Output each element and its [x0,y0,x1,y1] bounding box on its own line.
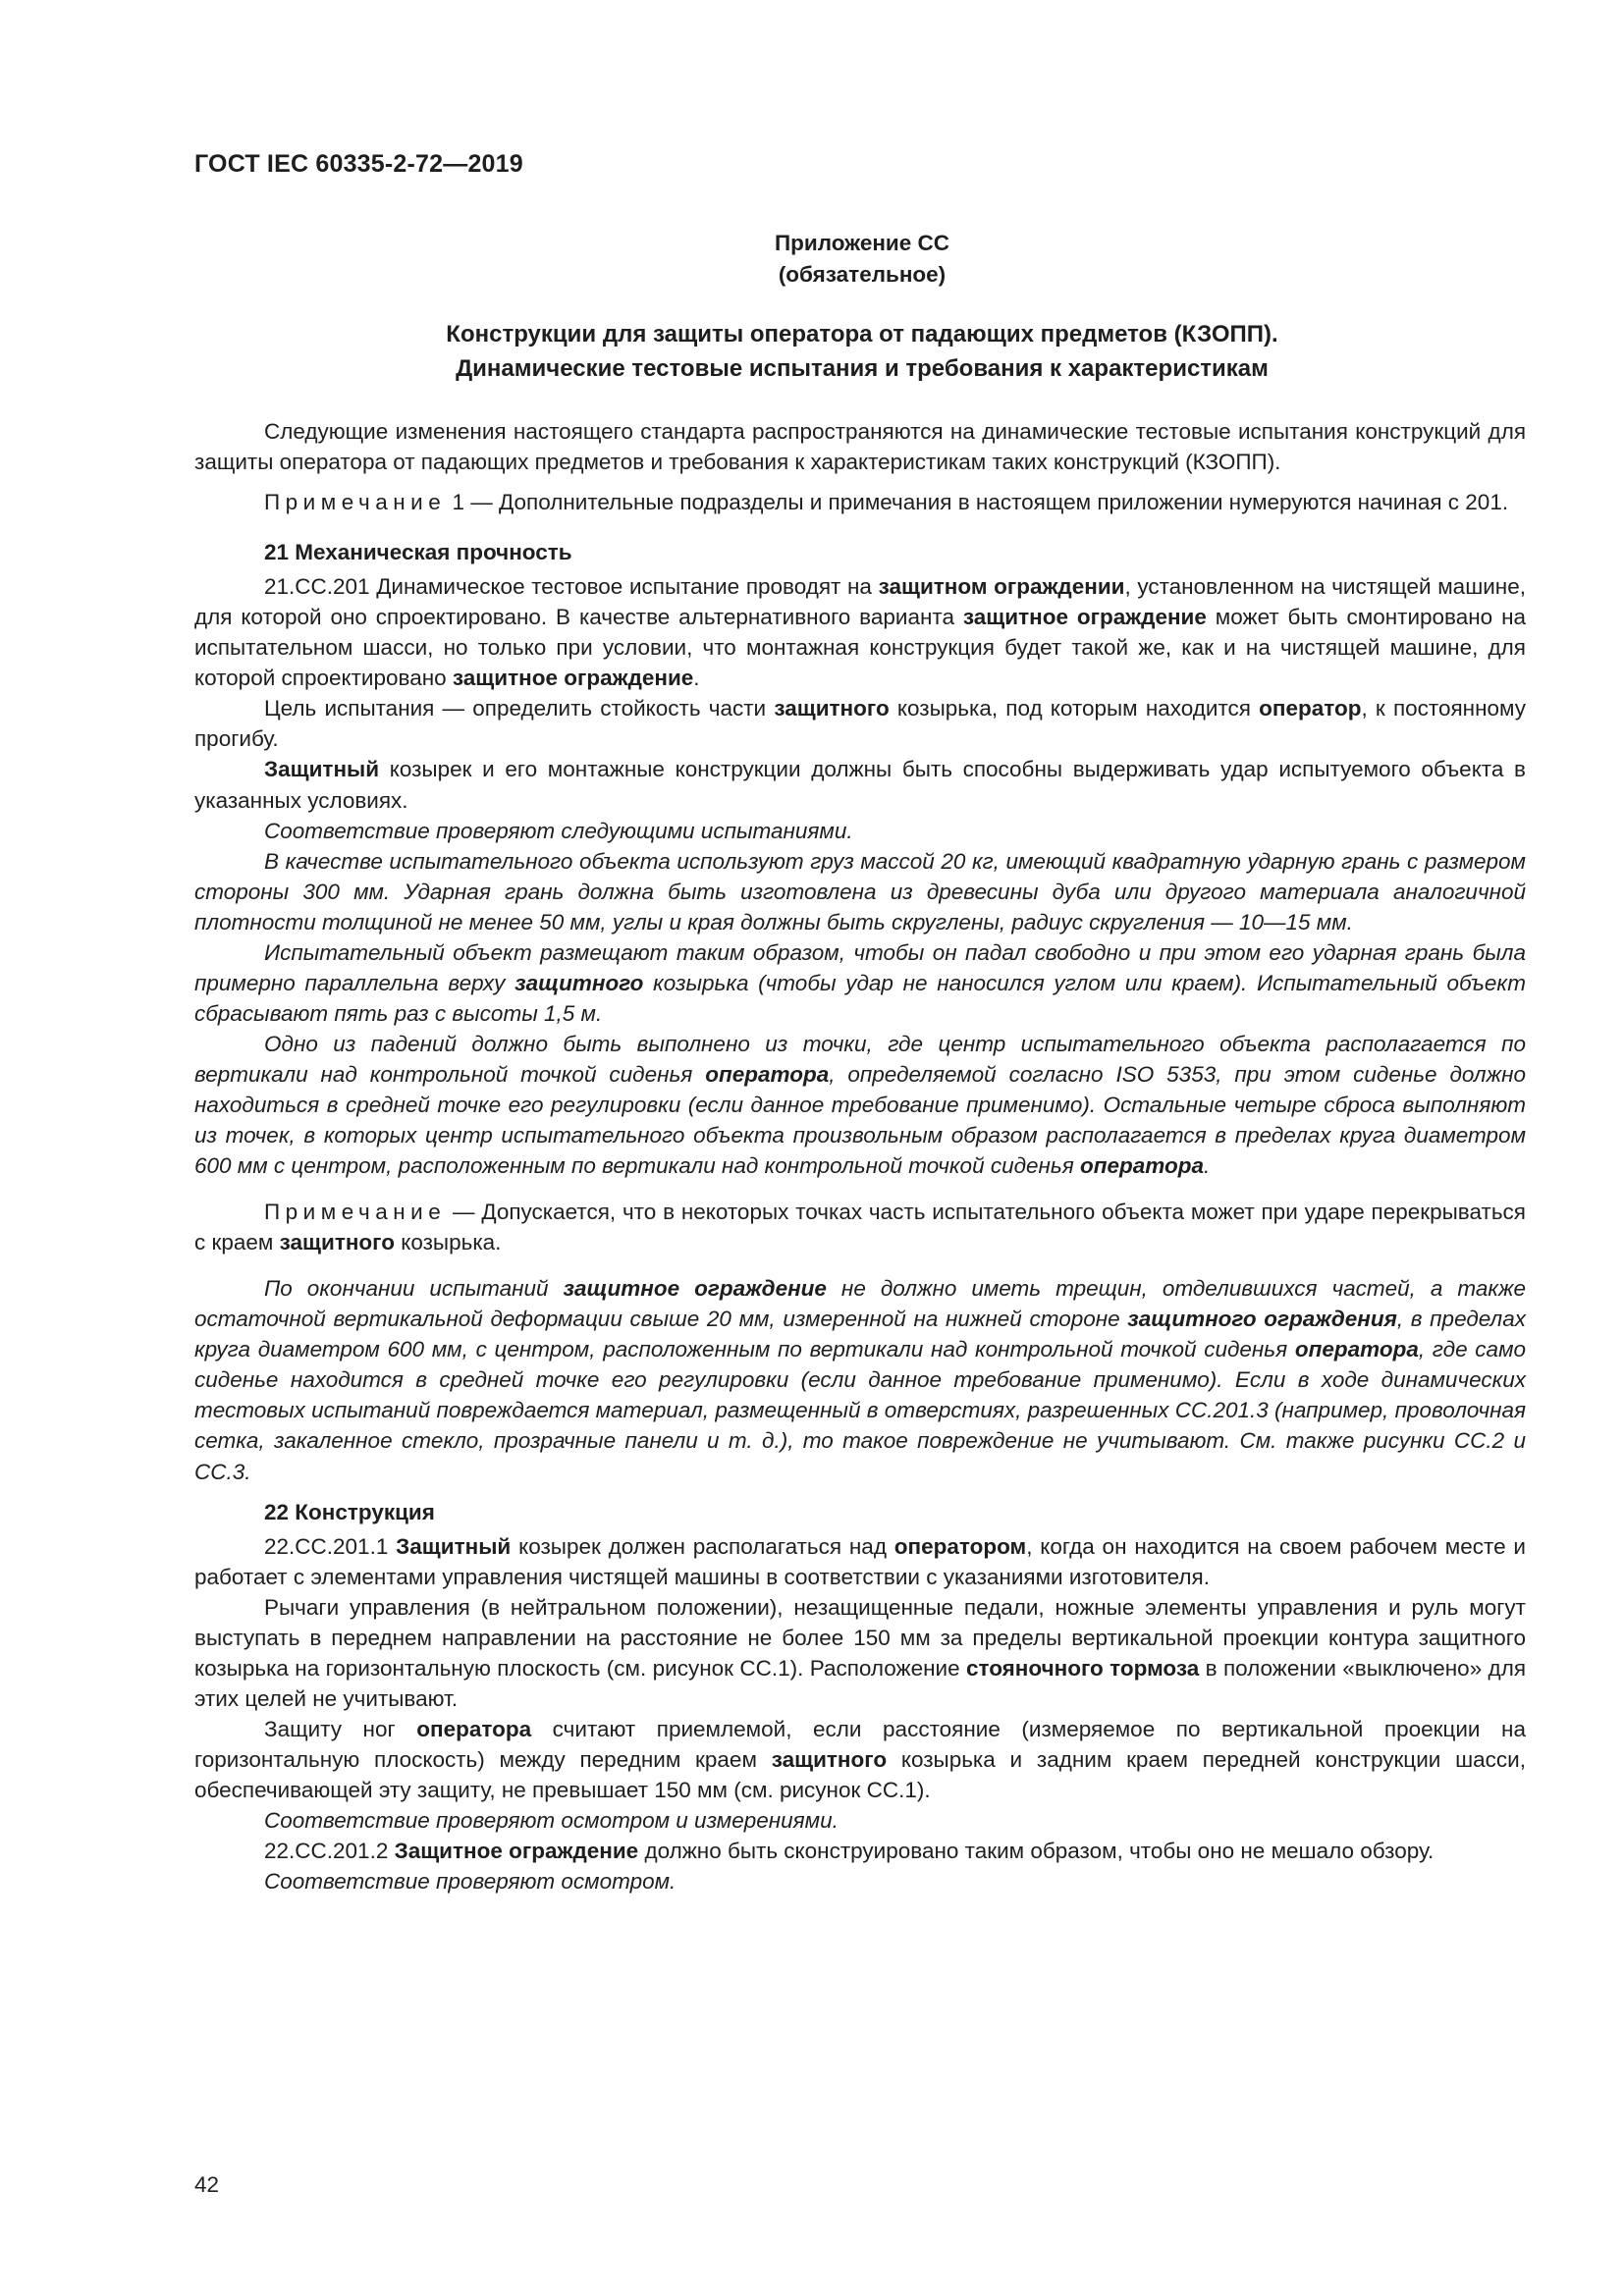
note-label: Примечание [264,490,447,515]
text-run: может быть смонтировано на испытательном шасси, но только при условии, что монтажная конструкция будет такой же, как и на чистящей машине, для которой спроектировано [194,605,1527,691]
annex-title [194,318,1530,387]
term-bold: оператором [893,1533,1027,1559]
s22-compliance-1: Соответствие проверяют осмотром и измерениями. [264,1808,839,1834]
annex-heading [194,228,1530,291]
term-bold: оператора [1080,1153,1205,1179]
text-run: козырька. [395,1230,502,1255]
text-run: козырька (чтобы удар не наносился углом или краем). Испытательный объект сбрасывают пять раз с высоты 1,5 м. [194,970,1526,1026]
document-body [194,416,1526,1896]
term-bold: защитное ограждение [563,1276,827,1302]
text-run: , установленном на чистящей машине, для которой оно спроектировано. В качестве альтернативного варианта [194,574,1527,630]
note-label: Примечание [264,1200,447,1225]
term-bold: защитное ограждение [962,605,1207,630]
text-run: По окончании испытаний [264,1276,564,1302]
text-run: , где само сиденье находится в средней точке его регулировки (если данное требование применимо). Если в ходе динамических тестовых испытаний повреждается материал, размещенный в отверстиях, разрешенных СС.201.3 (например, проволочная сетка, закаленное стекло, прозрачные панели и т. д.), то такое повреждение не учитывают. См. также рисунки СС.2 и СС.3. [194,1337,1527,1484]
term-bold: оператора [705,1061,830,1087]
text-run: , определяемой согласно ISO 5353, при этом сиденье должно находиться в средней точке его регулировки (если данное требование применимо). Остальные четыре сброса выполняют из точек, в которых центр испытательного объекта произвольным образом располагается в пределах круга диаметром 600 мм с центром, расположенным по вертикали над контрольной точкой сиденья [194,1061,1526,1179]
section-22-heading: 22 Конструкция [264,1499,435,1524]
text-run: , когда он находится на своем рабочем месте и работает с элементами управления чистящей машины в соответствии с указаниями изготовителя. [194,1533,1526,1589]
s21-test-placement [194,937,1526,1029]
text-run: считают приемлемой, если расстояние (измеряемое по вертикальной проекции на горизонтальную плоскость) между передним краем [194,1716,1526,1772]
text-run: Испытательный объект размещают таким образом, чтобы он падал свободно и при этом его ударная грань была примерно параллельна верху [194,939,1526,995]
s22-paragraph-2 [194,1592,1526,1714]
annex-label: Приложение СС [774,231,950,255]
section-21-heading: 21 Механическая прочность [264,540,572,565]
text-run: Рычаги управления (в нейтральном положении), незащищенные педали, ножные элементы управления и руль могут выступать в переднем направлении на расстояние не более 150 мм за пределы вертикальной проекции контура защитного козырька на горизонтальную плоскость (см. рисунок СС.1). Расположение [194,1594,1526,1681]
s21-paragraph-1 [194,571,1526,693]
title-line-2: Динамические тестовые испытания и требования к характеристикам [456,354,1269,382]
intro-note [194,487,1526,517]
s22-compliance-2: Соответствие проверяют осмотром. [264,1869,677,1895]
term-bold: защитного [514,970,644,995]
s22-paragraph-3 [194,1714,1526,1805]
term-bold: оператора [1294,1337,1419,1362]
term-bold: стояночного тормоза [966,1655,1200,1681]
intro-paragraph: Следующие изменения настоящего стандарта распространяются на динамические тестовые испытания конструкций для защиты оператора от падающих предметов и требования к характеристикам таких конструкций (КЗОПП). [194,419,1526,475]
s21-test-object: В качестве испытательного объекта используют груз массой 20 кг, имеющий квадратную ударную грань с размером стороны 300 мм. Ударная грань должна быть изготовлена из древесины дуба или другого материала аналогичной плотности толщиной не менее 50 мм, углы и края должны быть скруглены, радиус скругления — 10—15 мм. [194,848,1526,934]
text-run: Одно из падений должно быть выполнено из точки, где центр испытательного объекта располагается по вертикали над контрольной точкой сиденья [194,1031,1526,1087]
s21-compliance: Соответствие проверяют следующими испытаниями. [264,818,853,843]
text-run: козырька, под которым находится [889,696,1260,721]
text-run: козырек и его монтажные конструкции должны быть способны выдерживать удар испытуемого объекта в указанных условиях. [194,757,1526,813]
term-bold: Защитный [264,757,380,782]
term-bold: оператора [416,1716,532,1741]
s21-paragraph-2 [194,693,1526,754]
term-bold: оператор [1259,696,1362,721]
page-number: 42 [194,2172,220,2197]
text-run: , в пределах круга диаметром 600 мм, с центром, расположенным по вертикали над контрольной точкой сиденья [194,1307,1526,1362]
s21-drop-points [194,1029,1526,1181]
text-run: должно быть сконструировано таким образом, чтобы оно не мешало обзору. [638,1839,1435,1864]
term-bold: защитное ограждение [452,666,694,691]
text-run: . [1204,1153,1211,1179]
term-bold: защитного [771,1746,888,1772]
text-run: козырек должен располагаться над [511,1533,894,1559]
text-run: не должно иметь трещин, отделившихся частей, а также остаточной вертикальной деформации свыше 20 мм, измеренной на нижней стороне [194,1276,1526,1332]
text-run: Защиту ног [264,1716,417,1741]
term-bold: Защитное ограждение [394,1839,639,1864]
text-run: в положении «выключено» для этих целей не учитывают. [194,1655,1527,1711]
text-run: козырька и задним краем передней конструкции шасси, обеспечивающей эту защиту, не превышает 150 мм (см. рисунок СС.1). [194,1746,1526,1802]
text-run: . [693,666,700,691]
text-run: — Допускается, что в некоторых точках часть испытательного объекта может при ударе перекрываться с краем [194,1200,1526,1255]
s22-paragraph-5 [194,1836,1526,1866]
s22-paragraph-1 [194,1531,1526,1592]
term-bold: защитном ограждении [878,574,1125,600]
text-run: Цель испытания — определить стойкость части [264,696,775,721]
text-run: 22.СС.201.1 [264,1533,397,1559]
text-run: 22.СС.201.2 [264,1839,395,1864]
s21-results [194,1273,1526,1486]
term-bold: защитного [774,696,890,721]
term-bold: защитного [279,1230,395,1255]
term-bold: защитного ограждения [1127,1307,1397,1332]
text-run: , к постоянному прогибу. [194,696,1526,752]
s21-paragraph-3 [194,754,1526,815]
title-line-1: Конструкции для защиты оператора от падающих предметов (КЗОПП). [446,321,1278,347]
annex-status: (обязательное) [778,261,947,287]
s21-note [194,1197,1526,1257]
document-header: ГОСТ IEC 60335-2-72—2019 [194,150,523,178]
text-run: 21.СС.201 Динамическое тестовое испытание проводят на [264,574,879,600]
note-text: 1 — Дополнительные подразделы и примечания в настоящем приложении нумеруются начиная с 201. [446,490,1509,515]
term-bold: Защитный [396,1533,512,1559]
